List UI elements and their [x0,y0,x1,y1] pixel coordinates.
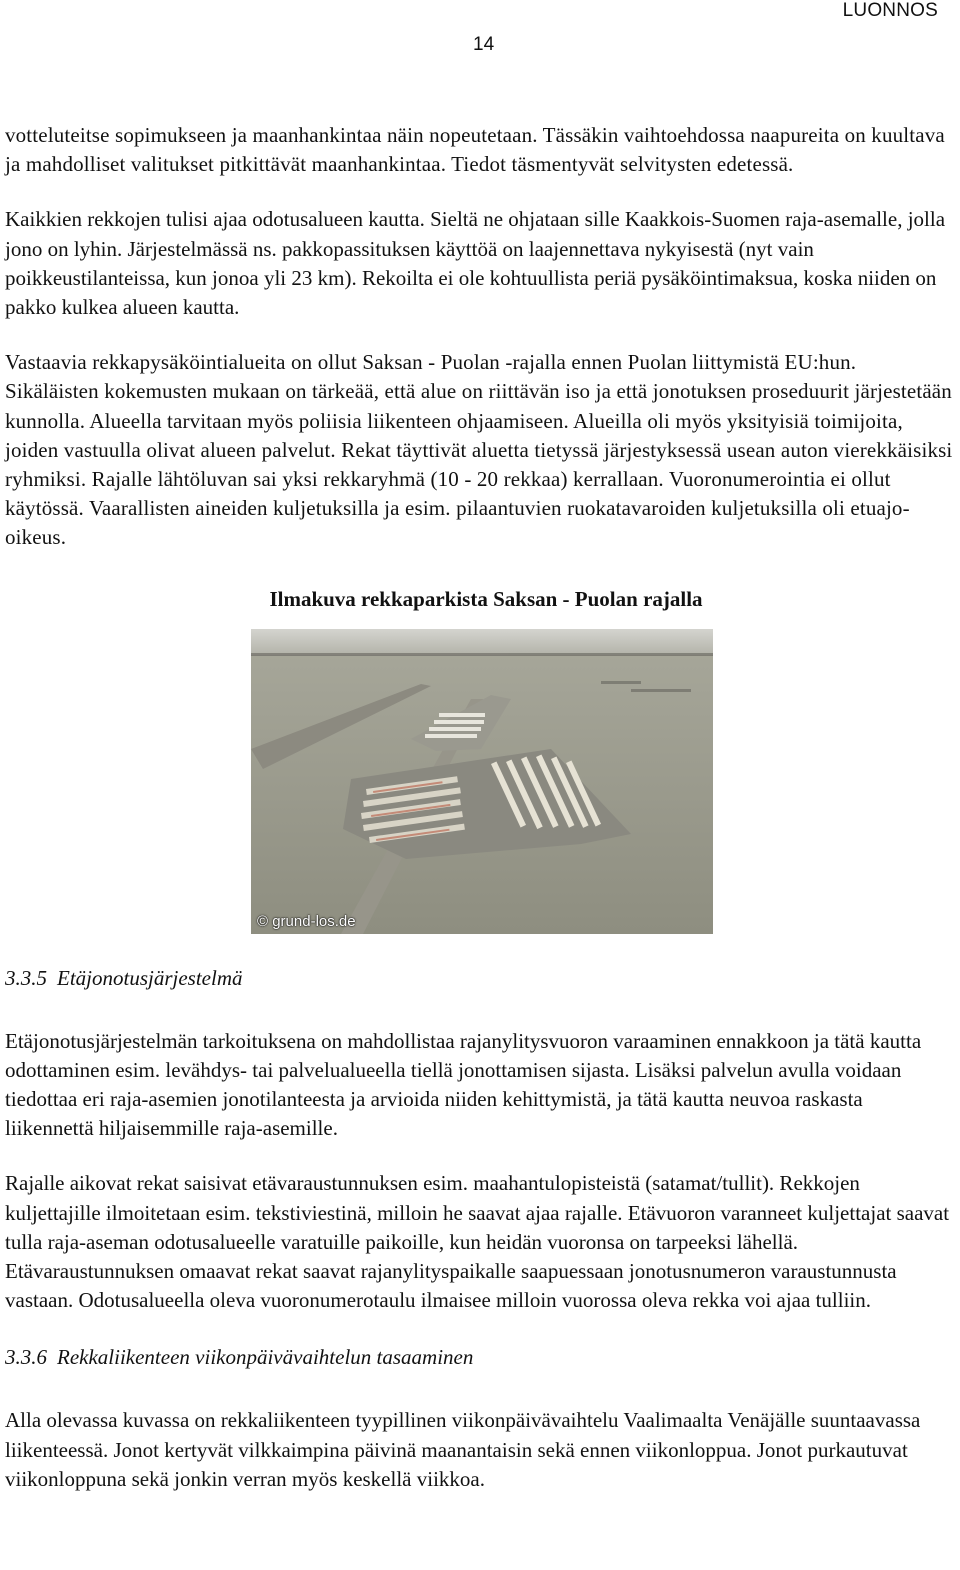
paragraph: Etäjonotusjärjestelmän tarkoituksena on mahdollistaa rajanylitysvuoron varaaminen ennakkoon ja tätä kautta odottaminen esim. levähdys- tai palvelualueella tiellä jonottamisen sijasta. Lisäksi palvelun avulla voidaan tiedottaa eri raja-asemien jonotilanteesta ja arvioida niiden kehittymistä, ja tätä kautta neuvoa raskasta liikennettä hiljaisemmille raja-asemille. [5,1028,922,1141]
section-title: Etäjonotusjärjestelmä [57,965,243,990]
section-title: Rekkaliikenteen viikonpäivävaihtelun tasaaminen [57,1345,474,1370]
paragraph: votteluteitse sopimukseen ja maanhankintaa näin nopeutetaan. Tässäkin vaihtoehdossa naapureita on kuultava ja mahdolliset valitukset pitkittävät maanhankintaa. Tiedot täsmentyvät selvitysten edetessä. [5,123,945,177]
aerial-photo [251,629,713,934]
section-heading [5,1343,955,1372]
draft-label: LUONNOS [842,0,938,21]
photo-credit: © grund-los.de [257,912,356,930]
section-number: 3.3.5 [5,965,47,990]
paragraph: Alla olevassa kuvassa on rekkaliikenteen tyypillinen viikonpäivävaihtelu Vaalimaalta Venäjälle suuntaavassa liikenteessä. Jonot kertyvät vilkkaimpina päivinä maanantaisin sekä ennen viikonloppua. Jonot purkautuvat viikonloppuna sekä jonkin verran myös keskellä viikkoa. [5,1408,921,1491]
section-heading [5,964,955,993]
page-number: 14 [473,34,495,55]
paragraph: Rajalle aikovat rekat saisivat etävaraustunnuksen esim. maahantulopisteistä (satamat/tullit). Rekkojen kuljettajille ilmoitetaan esim. tekstiviestinä, milloin he saavat ajaa rajalle. Etävuoron varanneet kuljettajat saavat tulla raja-aseman odotusalueelle varatuille paikoille, kun heidän vuoronsa on tarpeeksi lähellä. Etävaraustunnuksen omaavat rekat saavat rajanylityspaikalle saapuessaan jonotusnumeron varaustunnusta vastaan. Odotusalueella oleva vuoronumerotaulu ilmaisee milloin vuorossa oleva rekka voi ajaa tulliin. [5,1171,950,1313]
paragraph: Kaikkien rekkojen tulisi ajaa odotusalueen kautta. Sieltä ne ohjataan sille Kaakkois-Suomen raja-asemalle, jolla jono on lyhin. Järjestelmässä ns. pakkopassituksen käyttöä on laajennettava nykyisestä (nyt vain poikkeustilanteissa, kun jonoa yli 23 km). Rekoilta ei ole kohtuullista periä pysäköintimaksua, koska niiden on pakko kulkea alueen kautta. [5,207,946,320]
figure-caption: Ilmakuva rekkaparkista Saksan - Puolan rajalla [269,586,703,611]
section-number: 3.3.6 [5,1345,47,1370]
document-body [5,121,955,1494]
aerial-photo-illustration [251,629,713,934]
paragraph: Vastaavia rekkapysäköintialueita on ollut Saksan - Puolan -rajalla ennen Puolan liittymistä EU:hun. Sikäläisten kokemusten mukaan on tärkeää, että alue on riittävän iso ja että jonotuksen proseduurit järjestetään kunnolla. Alueella tarvitaan myös poliisia liikenteen ohjaamiseen. Alueilla oli myös yksityisiä toimijoita, joiden vastuulla olivat alueen palvelut. Rekat täyttivät aluetta tietyssä järjestyksessä usean auton vierekkäisiksi ryhmiksi. Rajalle lähtöluvan sai yksi rekkaryhmä (10 - 20 rekkaa) kerrallaan. Vuoronumerointia ei ollut käytössä. Vaarallisten aineiden kuljetuksilla ja esim. pilaantuvien ruokatavaroiden kuljetuksilla oli etuajo-oikeus. [5,350,953,550]
